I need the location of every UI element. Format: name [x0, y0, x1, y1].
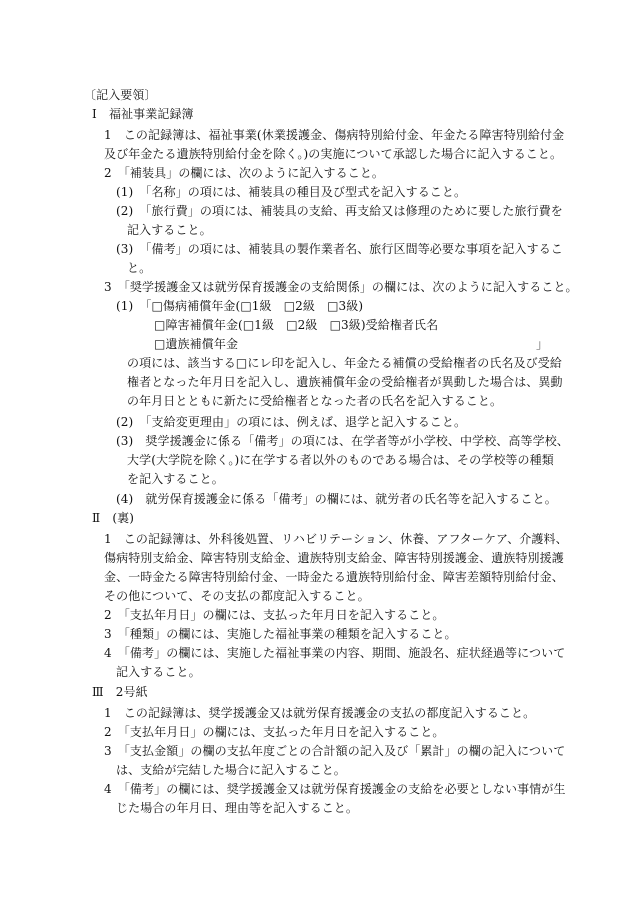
paragraph-line: (2) 「支給変更理由」の項には、例えば、退学と記入すること。: [116, 415, 467, 429]
paragraph-line: 4 「備考」の欄には、奨学援護金又は就労保育援護金の支給を必要としない事情が生: [104, 782, 566, 796]
paragraph-line: (1) 「□傷病補償年金(□1級 □2級 □3級): [116, 299, 364, 313]
paragraph-line: 4 「備考」の欄には、実施した福祉事業の内容、期間、施設名、症状経過等について: [104, 646, 566, 660]
paragraph-line: 及び年金たる遺族特別給付金を除く。)の実施について承認した場合に記入すること。: [104, 147, 563, 161]
paragraph-line: 権者となった年月日を記入し、遺族補償年金の受給権者が異動した場合は、異動: [127, 375, 563, 389]
paragraph-line: (4) 就労保育援護金に係る「備考」の欄には、就労者の氏名等を記入すること。: [116, 492, 557, 506]
paragraph-line: 1 この記録簿は、福祉事業(休業援護金、傷病特別給付金、年金たる障害特別給付金: [104, 128, 565, 142]
section-heading-3: Ⅲ 2号紙: [92, 685, 148, 699]
paragraph-line: 記入すること。: [116, 665, 201, 679]
paragraph-line: (1) 「名称」の項には、補装具の種目及び型式を記入すること。: [116, 185, 467, 199]
paragraph-line: 記入すること。: [127, 223, 212, 237]
paragraph-line: 傷病特別支給金、障害特別支給金、遺族特別支給金、障害特別援護金、遺族特別援護: [104, 551, 564, 565]
paragraph-line: □遺族補償年金: [154, 337, 239, 351]
document-header: 〔記入要領〕: [84, 88, 157, 102]
paragraph-line: を記入すること。: [127, 472, 224, 486]
paragraph-line: 3 「種類」の欄には、実施した福祉事業の種類を記入すること。: [104, 627, 457, 641]
paragraph-line: と。: [127, 261, 152, 275]
paragraph-line: 1 この記録簿は、外科後処置、リハビリテーション、休養、アフターケア、介護料、: [104, 532, 568, 546]
paragraph-line: 3 「奨学援護金又は就労保育援護金の支給関係」の欄には、次のように記入すること。: [104, 280, 578, 294]
paragraph-line: 3 「支払金額」の欄の支払年度ごとの合計額の記入及び「累計」の欄の記入について: [104, 744, 566, 758]
paragraph-line: □障害補償年金(□1級 □2級 □3級)受給権者氏名: [154, 318, 439, 332]
paragraph-line: じた場合の年月日、理由等を記入すること。: [116, 801, 359, 815]
paragraph-line: (3) 奨学援護金に係る「備考」の項には、在学者等が小学校、中学校、高等学校、: [116, 434, 569, 448]
paragraph-line: (3) 「備考」の項には、補装具の製作業者名、旅行区間等必要な事項を記入するこ: [116, 242, 563, 256]
section-heading-1: Ⅰ 福祉事業記録簿: [92, 107, 194, 121]
paragraph-line: 大学(大学院を除く。)に在学する者以外のものである場合は、その学校等の種類: [127, 453, 554, 467]
paragraph-line: は、支給が完結した場合に記入すること。: [116, 763, 346, 777]
paragraph-line: (2) 「旅行費」の項には、補装具の支給、再支給又は修理のために要した旅行費を: [116, 204, 563, 218]
paragraph-line: その他について、その支払の都度記入すること。: [104, 589, 370, 603]
paragraph-line: 2 「支払年月日」の欄には、支払った年月日を記入すること。: [104, 608, 445, 622]
paragraph-line: 1 この記録簿は、奨学援護金又は就労保育援護金の支払の都度記入すること。: [104, 706, 536, 720]
paragraph-line: の項には、該当する□にレ印を記入し、年金たる補償の受給権者の氏名及び受給: [127, 356, 562, 370]
paragraph-line: 2 「支払年月日」の欄には、支払った年月日を記入すること。: [104, 725, 445, 739]
paragraph-line: 2 「補装具」の欄には、次のように記入すること。: [104, 166, 385, 180]
paragraph-line: 金、一時金たる障害特別給付金、一時金たる遺族特別給付金、障害差額特別給付金、: [104, 570, 564, 584]
paragraph-line: の年月日とともに新たに受給権者となった者の氏名を記入すること。: [127, 394, 503, 408]
closing-bracket: 」: [536, 337, 549, 351]
section-heading-2: Ⅱ (裏): [92, 511, 135, 525]
